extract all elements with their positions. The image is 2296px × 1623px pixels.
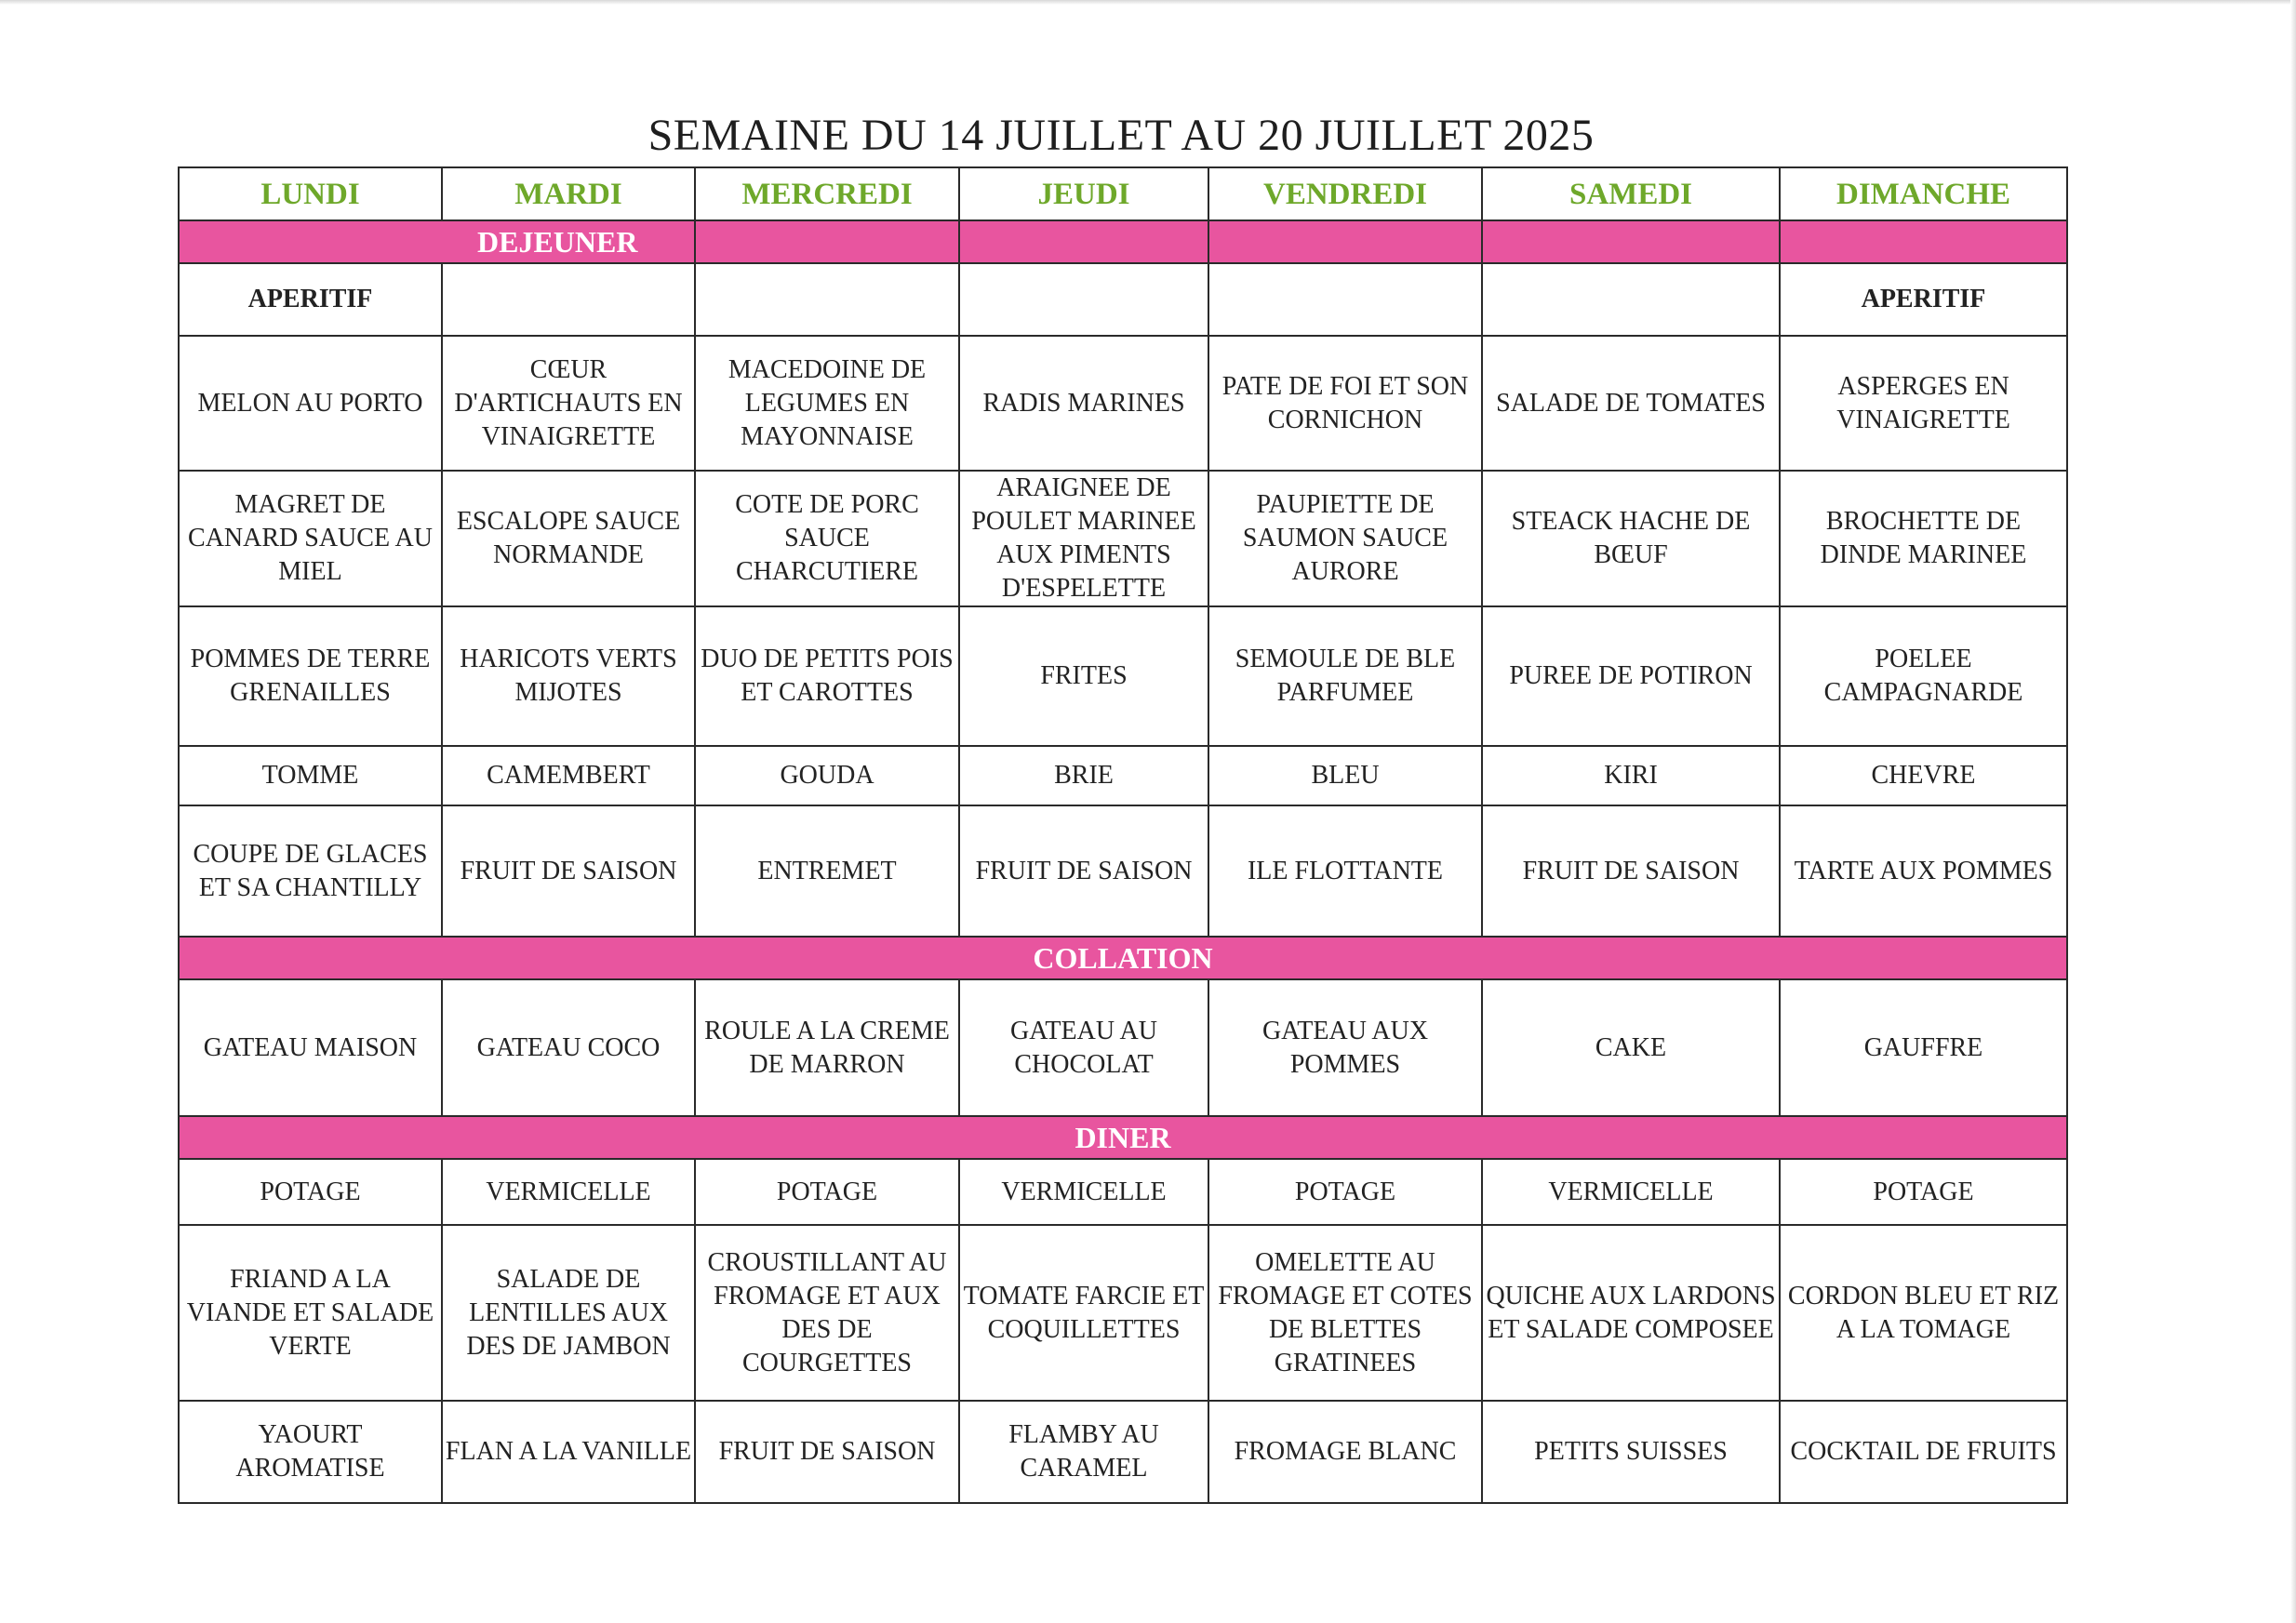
aperitif-cell	[959, 263, 1208, 336]
section-diner-row	[179, 1116, 2067, 1159]
entree-cell: MACEDOINE DE LEGUMES EN MAYONNAISE	[695, 336, 959, 471]
plat-cell: ARAIGNEE DE POULET MARINEE AUX PIMENTS D'ESPELETTE	[959, 471, 1208, 606]
fromage-cell: TOMME	[179, 746, 442, 805]
section-dejeuner-fill	[1208, 220, 1482, 263]
plat-cell: COTE DE PORC SAUCE CHARCUTIERE	[695, 471, 959, 606]
aperitif-cell: APERITIF	[1780, 263, 2067, 336]
accompagnement-cell: POMMES DE TERRE GRENAILLES	[179, 606, 442, 746]
scan-edge-top	[0, 0, 2296, 5]
section-dejeuner-fill	[959, 220, 1208, 263]
dessert-cell: FRUIT DE SAISON	[442, 805, 695, 937]
dejeuner-dessert-row	[179, 805, 2067, 937]
aperitif-cell	[442, 263, 695, 336]
diner-dessert-cell: FRUIT DE SAISON	[695, 1401, 959, 1503]
entree-cell: ASPERGES EN VINAIGRETTE	[1780, 336, 2067, 471]
potage-cell: VERMICELLE	[959, 1159, 1208, 1225]
diner-plat-cell: SALADE DE LENTILLES AUX DES DE JAMBON	[442, 1225, 695, 1401]
collation-cell: GATEAU AU CHOCOLAT	[959, 979, 1208, 1116]
entree-cell: MELON AU PORTO	[179, 336, 442, 471]
accompagnement-cell: HARICOTS VERTS MIJOTES	[442, 606, 695, 746]
diner-plat-cell: QUICHE AUX LARDONS ET SALADE COMPOSEE	[1482, 1225, 1780, 1401]
section-dejeuner-fill	[1780, 220, 2067, 263]
dejeuner-entree-row	[179, 336, 2067, 471]
plat-cell: PAUPIETTE DE SAUMON SAUCE AURORE	[1208, 471, 1482, 606]
entree-cell: PATE DE FOI ET SON CORNICHON	[1208, 336, 1482, 471]
accompagnement-cell: DUO DE PETITS POIS ET CAROTTES	[695, 606, 959, 746]
diner-dessert-cell: FROMAGE BLANC	[1208, 1401, 1482, 1503]
diner-plat-cell: CROUSTILLANT AU FROMAGE ET AUX DES DE COURGETTES	[695, 1225, 959, 1401]
collation-cell: ROULE A LA CREME DE MARRON	[695, 979, 959, 1116]
diner-dessert-cell: FLAMBY AU CARAMEL	[959, 1401, 1208, 1503]
diner-dessert-cell: PETITS SUISSES	[1482, 1401, 1780, 1503]
fromage-cell: KIRI	[1482, 746, 1780, 805]
diner-potage-row	[179, 1159, 2067, 1225]
dessert-cell: TARTE AUX POMMES	[1780, 805, 2067, 937]
day-header-row	[179, 167, 2067, 220]
potage-cell: POTAGE	[695, 1159, 959, 1225]
potage-cell: POTAGE	[179, 1159, 442, 1225]
section-dejeuner-fill	[1482, 220, 1780, 263]
dessert-cell: FRUIT DE SAISON	[959, 805, 1208, 937]
day-header-vendredi: VENDREDI	[1208, 167, 1482, 220]
dessert-cell: COUPE DE GLACES ET SA CHANTILLY	[179, 805, 442, 937]
day-header-mardi: MARDI	[442, 167, 695, 220]
scan-edge-right	[2290, 0, 2296, 1623]
dejeuner-fromage-row	[179, 746, 2067, 805]
diner-dessert-cell: YAOURT AROMATISE	[179, 1401, 442, 1503]
section-dejeuner-row	[179, 220, 2067, 263]
fromage-cell: BRIE	[959, 746, 1208, 805]
potage-cell: POTAGE	[1208, 1159, 1482, 1225]
diner-plat-cell: OMELETTE AU FROMAGE ET COTES DE BLETTES GRATINEES	[1208, 1225, 1482, 1401]
entree-cell: RADIS MARINES	[959, 336, 1208, 471]
section-dejeuner-label: DEJEUNER	[477, 225, 638, 259]
dejeuner-aperitif-row	[179, 263, 2067, 336]
fromage-cell: GOUDA	[695, 746, 959, 805]
potage-cell: VERMICELLE	[1482, 1159, 1780, 1225]
section-collation: COLLATION	[179, 937, 2067, 979]
dessert-cell: FRUIT DE SAISON	[1482, 805, 1780, 937]
diner-plat-cell: FRIAND A LA VIANDE ET SALADE VERTE	[179, 1225, 442, 1401]
diner-plat-cell: TOMATE FARCIE ET COQUILLETTES	[959, 1225, 1208, 1401]
section-dejeuner-fill	[695, 220, 959, 263]
diner-plat-row	[179, 1225, 2067, 1401]
collation-cell: CAKE	[1482, 979, 1780, 1116]
accompagnement-cell: SEMOULE DE BLE PARFUMEE	[1208, 606, 1482, 746]
potage-cell: POTAGE	[1780, 1159, 2067, 1225]
collation-cell: GATEAU AUX POMMES	[1208, 979, 1482, 1116]
collation-cell: GATEAU MAISON	[179, 979, 442, 1116]
day-header-jeudi: JEUDI	[959, 167, 1208, 220]
accompagnement-cell: POELEE CAMPAGNARDE	[1780, 606, 2067, 746]
accompagnement-cell: FRITES	[959, 606, 1208, 746]
fromage-cell: CHEVRE	[1780, 746, 2067, 805]
section-diner: DINER	[179, 1116, 2067, 1159]
aperitif-cell	[1208, 263, 1482, 336]
collation-cell: GATEAU COCO	[442, 979, 695, 1116]
diner-dessert-cell: COCKTAIL DE FRUITS	[1780, 1401, 2067, 1503]
dejeuner-accompagnement-row	[179, 606, 2067, 746]
entree-cell: CŒUR D'ARTICHAUTS EN VINAIGRETTE	[442, 336, 695, 471]
section-dejeuner	[179, 220, 695, 263]
plat-cell: STEACK HACHE DE BŒUF	[1482, 471, 1780, 606]
dessert-cell: ILE FLOTTANTE	[1208, 805, 1482, 937]
day-header-dimanche: DIMANCHE	[1780, 167, 2067, 220]
plat-cell: ESCALOPE SAUCE NORMANDE	[442, 471, 695, 606]
diner-plat-cell: CORDON BLEU ET RIZ A LA TOMAGE	[1780, 1225, 2067, 1401]
fromage-cell: CAMEMBERT	[442, 746, 695, 805]
fromage-cell: BLEU	[1208, 746, 1482, 805]
diner-dessert-cell: FLAN A LA VANILLE	[442, 1401, 695, 1503]
collation-cell: GAUFFRE	[1780, 979, 2067, 1116]
day-header-mercredi: MERCREDI	[695, 167, 959, 220]
aperitif-cell: APERITIF	[179, 263, 442, 336]
dessert-cell: ENTREMET	[695, 805, 959, 937]
accompagnement-cell: PUREE DE POTIRON	[1482, 606, 1780, 746]
page-title: SEMAINE DU 14 JUILLET AU 20 JUILLET 2025	[647, 111, 1595, 160]
plat-cell: BROCHETTE DE DINDE MARINEE	[1780, 471, 2067, 606]
dejeuner-plat-row	[179, 471, 2067, 606]
section-collation-row	[179, 937, 2067, 979]
day-header-samedi: SAMEDI	[1482, 167, 1780, 220]
weekly-menu-table	[178, 166, 2068, 1504]
entree-cell: SALADE DE TOMATES	[1482, 336, 1780, 471]
aperitif-cell	[695, 263, 959, 336]
day-header-lundi: LUNDI	[179, 167, 442, 220]
plat-cell: MAGRET DE CANARD SAUCE AU MIEL	[179, 471, 442, 606]
aperitif-cell	[1482, 263, 1780, 336]
diner-dessert-row	[179, 1401, 2067, 1503]
collation-row	[179, 979, 2067, 1116]
potage-cell: VERMICELLE	[442, 1159, 695, 1225]
